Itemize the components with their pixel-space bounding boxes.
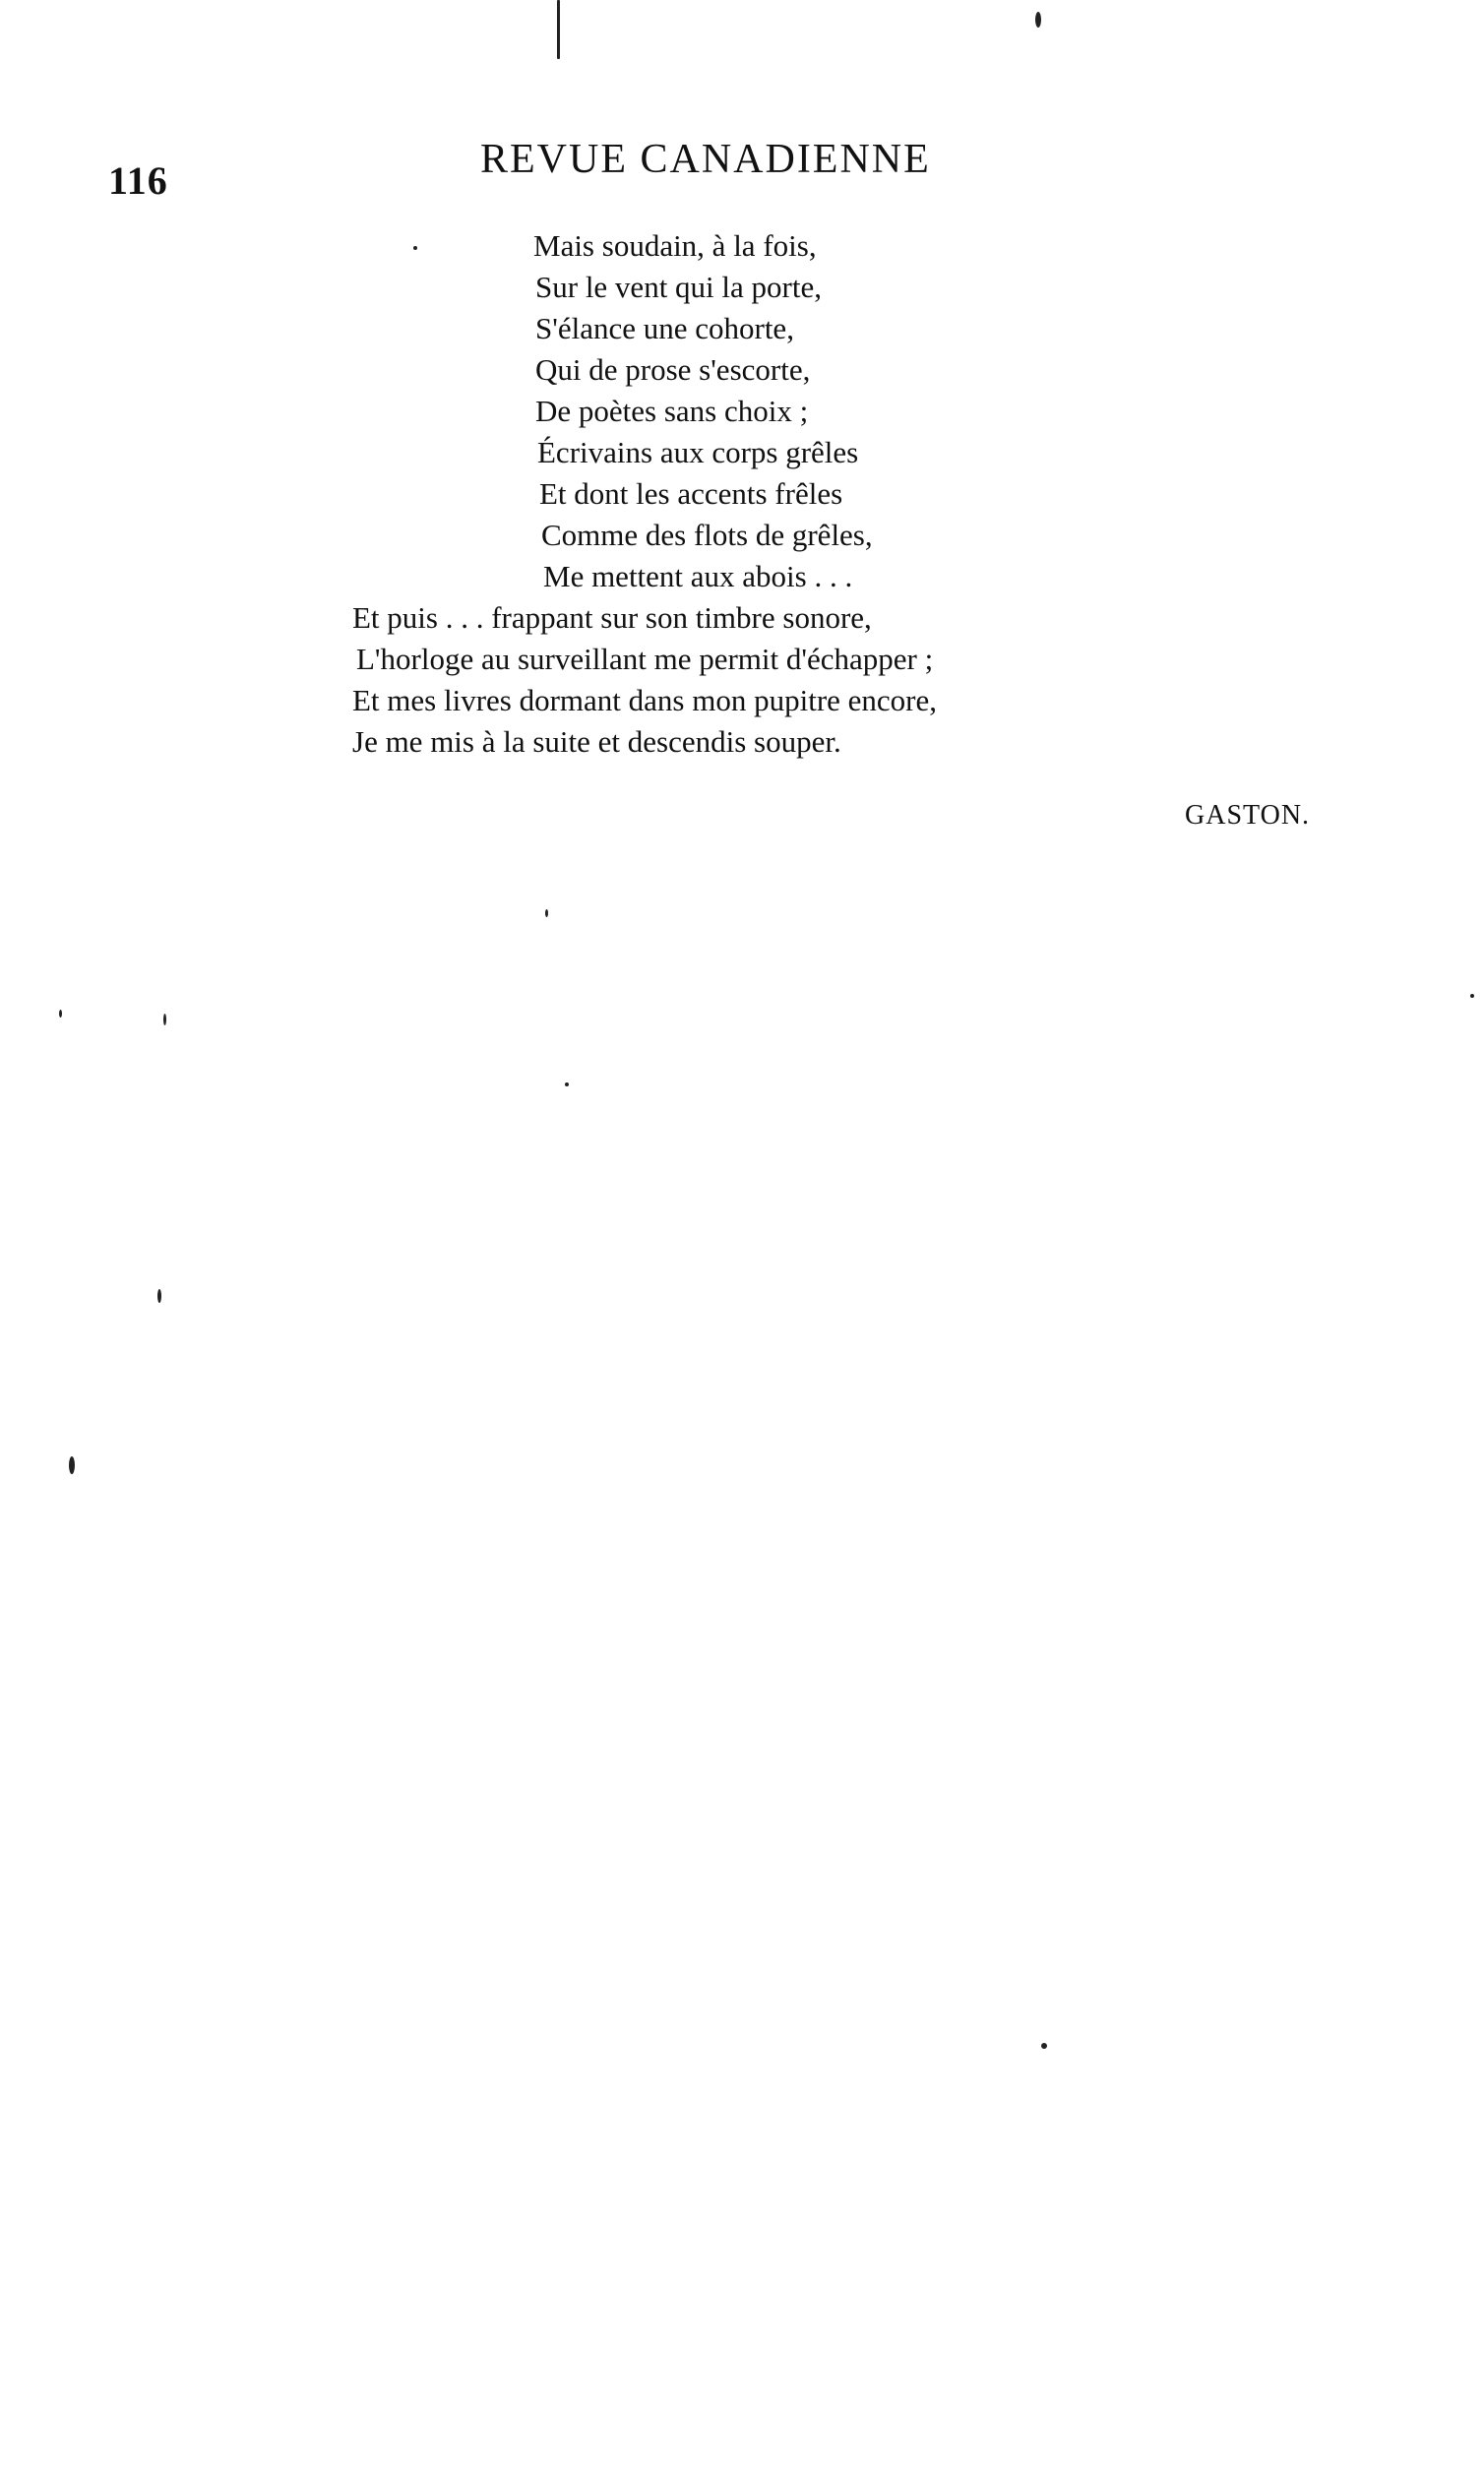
scan-speck: [1470, 994, 1474, 998]
scan-speck: [1041, 2043, 1047, 2049]
scan-speck: [565, 1082, 569, 1086]
running-title: REVUE CANADIENNE: [480, 137, 931, 182]
verse-line: Et puis . . . frappant sur son timbre sonore,: [352, 600, 872, 635]
verse-line: S'élance une cohorte,: [535, 311, 794, 345]
scan-speck: [545, 909, 548, 917]
verse-line: Et mes livres dormant dans mon pupitre encore,: [352, 683, 938, 717]
verse-line: Mais soudain, à la fois,: [533, 228, 817, 263]
author-signature: GASTON.: [1185, 800, 1311, 831]
verse-line: Qui de prose s'escorte,: [535, 352, 811, 387]
scan-speck: [157, 1289, 161, 1303]
verse-line: Écrivains aux corps grêles: [537, 435, 859, 469]
scan-speck: [69, 1456, 75, 1474]
verse-line: L'horloge au surveillant me permit d'échapper ;: [356, 642, 934, 676]
verse-line: Comme des flots de grêles,: [541, 518, 873, 552]
verse-line: De poètes sans choix ;: [535, 394, 809, 428]
scan-speck: [163, 1014, 166, 1025]
verse-line: Sur le vent qui la porte,: [535, 270, 822, 304]
scan-speck: [413, 246, 417, 250]
page-number: 116: [108, 158, 168, 203]
verse-line: Me mettent aux abois . . .: [543, 559, 853, 593]
scan-speck: [1035, 12, 1041, 28]
verse-line: Je me mis à la suite et descendis souper.: [352, 724, 841, 759]
scan-speck: [59, 1010, 62, 1018]
verse-line: Et dont les accents frêles: [539, 476, 843, 511]
scan-speck: [557, 0, 560, 59]
